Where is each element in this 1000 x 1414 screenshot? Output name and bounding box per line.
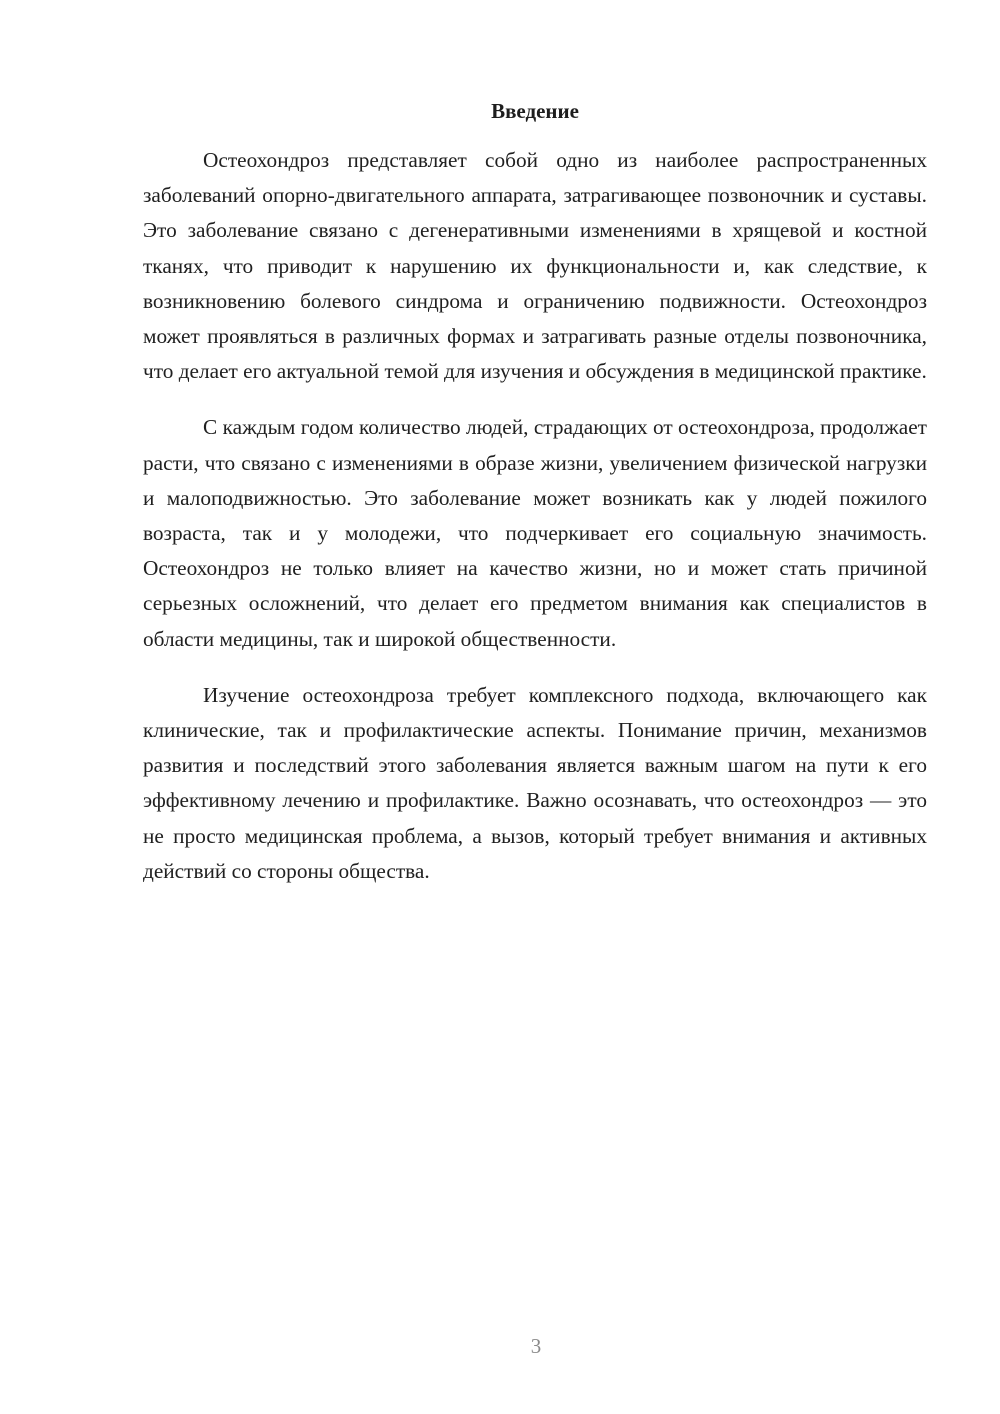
paragraph-1: Остеохондроз представляет собой одно из наиболее распространенных заболеваний опорно-двигательного аппарата, затрагивающее позвоночник и суставы. Это заболевание связано с дегенеративными изменениями в хрящевой и костной тканях, что приводит к нарушению их функциональности и, как следствие, к возникновению болевого синдрома и ограничению подвижности. Остеохондроз может проявляться в различных формах и затрагивать разные отделы позвоночника, что делает его актуальной темой для изучения и обсуждения в медицинской практике. bbox=[143, 148, 927, 384]
paragraph-3: Изучение остеохондроза требует комплексного подхода, включающего как клинические, так и профилактические аспекты. Понимание причин, механизмов развития и последствий этого заболевания является важным шагом на пути к его эффективному лечению и профилактике. Важно осознавать, что остеохондроз — это не просто медицинская проблема, а вызов, который требует внимания и активных действий со стороны общества. bbox=[143, 682, 927, 883]
page-number: 3 bbox=[530, 1334, 542, 1358]
body-text bbox=[143, 143, 927, 910]
section-heading: Введение bbox=[491, 99, 579, 123]
paragraph-2: С каждым годом количество людей, страдающих от остеохондроза, продолжает расти, что связано с изменениями в образе жизни, увеличением физической нагрузки и малоподвижностью. Это заболевание может возникать как у людей пожилого возраста, так и у молодежи, что подчеркивает его социальную значимость. Остеохондроз не только влияет на качество жизни, но и может стать причиной серьезных осложнений, что делает его предметом внимания как специалистов в области медицины, так и широкой общественности. bbox=[143, 415, 927, 651]
